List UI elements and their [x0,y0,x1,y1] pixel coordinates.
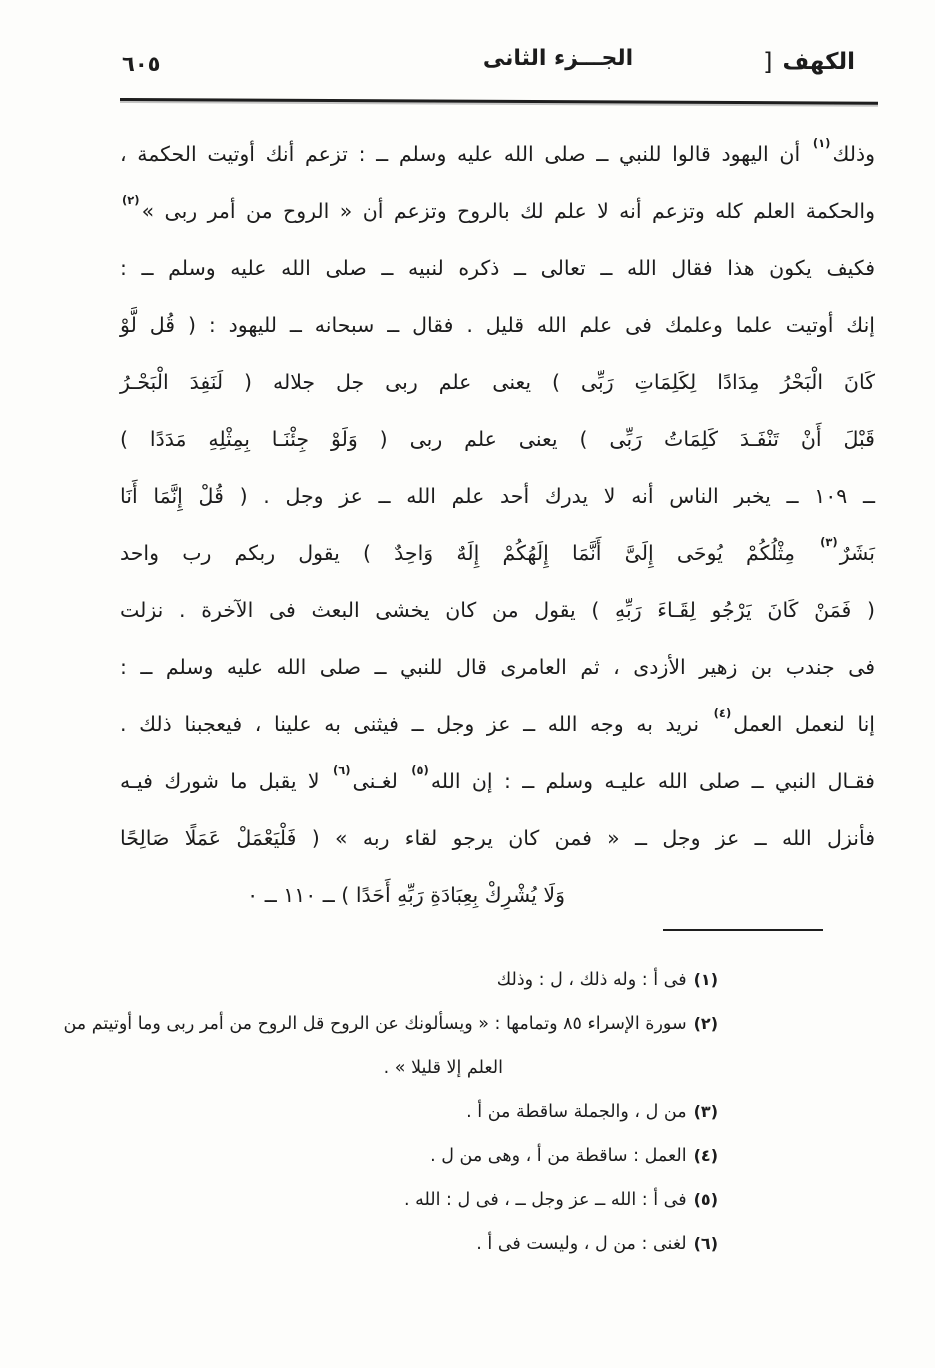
body-text: كَانَ الْبَحْرُ مِدَادًا لِكَلِمَاتِ رَبِّى ) يعنى علم ربى جل جلاله ( لَنَفِدَ الْبَحْـرُ [120,370,875,394]
footnote-text: من ل ، والجملة ساقطة من أ . [466,1102,687,1122]
body-line: وذلك(١) أن اليهود قالوا للنبي ــ صلى الله عليه وسلم ــ : تزعم أنك أوتيت الحكمة ، [120,136,875,166]
footnote-row [115,1090,718,1134]
footnote-number: (٥) [693,1190,718,1209]
body-text: وذلك [832,142,875,166]
body-text: مِثْلُكُمْ يُوحَى إِلَىَّ أَنَّمَا إِلَهُكُمْ إِلَهٌ وَاحِدٌ ) يقول ربكم رب واحد [120,541,819,565]
page-number: ٦٠٥ [122,52,161,76]
body-text: إنك أوتيت علما وعلمك فى علم الله قليل . فقال ــ سبحانه ــ لليهود : ( قُل لَّوْ [120,313,875,337]
body-text: بَشَرٌ [839,541,875,565]
surah-bracket: ] [763,48,773,76]
footnote-row [115,1046,718,1090]
footnote-number: (٤) [693,1146,718,1165]
body-line [120,639,875,696]
footnotes-block [63,958,718,1266]
body-line: بَشَرٌ(٣) مِثْلُكُمْ يُوحَى إِلَىَّ أَنَّمَا إِلَهُكُمْ إِلَهٌ وَاحِدٌ ) يقول ربكم رب واحد [120,535,875,565]
footnote-text: لغنى : من ل ، وليست فى أ . [476,1234,687,1254]
body-text: فكيف يكون هذا فقال الله ــ تعالى ــ ذكره لنبيه ــ صلى الله عليه وسلم ــ : [120,256,875,280]
surah-label-group [763,48,855,76]
footnote-row [115,1178,718,1222]
body-line [120,240,875,297]
body-line: فقـال النبي ــ صلى الله عليـه وسلم ــ : إن الله(٥) لغـنى(٦) لا يقبل ما شورك فيـه [120,763,875,793]
footnote-text: العلم إلا قليلا » . [383,1058,503,1078]
body-line [120,582,875,639]
footnote-number: (٢) [693,1014,718,1033]
part-title: الجـــزء الثانى [482,46,634,71]
body-text: ( فَمَنْ كَانَ يَرْجُو لِقَـاءَ رَبِّهِ ) يقول من كان يخشى البعث فى الآخرة . نزلت [120,598,875,622]
footnote-number: (٣) [693,1102,718,1121]
footnote-row [115,1222,718,1266]
footnote-row [63,1002,718,1046]
footnote-separator [663,929,823,931]
body-line [120,867,875,924]
body-line [120,810,875,867]
body-text: فأنزل الله ــ عز وجل ــ « فمن كان يرجو لقاء ربه » ( فَلْيَعْمَلْ عَمَلًا صَالِحًا [120,826,875,850]
body-text: إنا لنعمل العمل [733,712,875,736]
body-line: إنا لنعمل العمل(٤) نريد به وجه الله ــ عز وجل ــ فيثنى به علينا ، فيعجبنا ذلك . [120,706,875,736]
body-line [120,468,875,525]
footnote-row [115,1134,718,1178]
body-line [120,297,875,354]
body-text: وَلَا يُشْرِكْ بِعِبَادَةِ رَبِّهِ أَحَدًا ) ــ ١١٠ ــ ٠ [247,883,565,907]
body-text: ــ ١٠٩ ــ يخبر الناس أنه لا يدرك أحد علم الله ــ عز وجل . ( قُلْ إِنَّمَا أَنَا [120,484,875,508]
surah-label: الكهف [782,49,855,75]
body-line [120,411,875,468]
body-text: لغـنى [352,769,410,793]
body-line: والحكمة العلم كله وتزعم أنه لا علم لك بالروح وتزعم أن « الروح من أمر ربى »(٢) [122,193,875,223]
footnote-text: فى أ : وله ذلك ، ل : وذلك [496,970,687,990]
body-text: والحكمة العلم كله وتزعم أنه لا علم لك بالروح وتزعم أن « الروح من أمر ربى » [141,199,875,223]
footnote-text: سورة الإسراء ٨٥ وتمامها : « ويسألونك عن الروح قل الروح من أمر ربى وما أوتيتم من [63,1014,687,1034]
header-rule [120,98,878,105]
body-text: فى جندب بن زهير الأزدى ، ثم العامرى قال للنبي ــ صلى الله عليه وسلم ــ : [120,655,875,679]
body-text: فقـال النبي ــ صلى الله عليـه وسلم ــ : إن الله [430,769,875,793]
footnote-number: (٦) [693,1234,718,1253]
footnote-text: فى أ : الله ــ عز وجل ــ ، فى ل : الله . [403,1190,687,1210]
body-text-block [120,126,875,924]
footnote-text: العمل : ساقطة من أ ، وهى من ل . [430,1146,687,1166]
footnote-row [115,958,718,1002]
body-text: نريد به وجه الله ــ عز وجل ــ فيثنى به علينا ، فيعجبنا ذلك . [120,712,712,736]
footnote-number: (١) [693,970,718,989]
body-text: قَبْلَ أَنْ تَنْفَـدَ كَلِمَاتُ رَبِّى ) يعنى علم ربى ( وَلَوْ جِئْنَـا بِمِثْلِهِ مَدَدًا ) [120,427,875,451]
body-text: لا يقبل ما شورك فيـه [120,769,331,793]
body-text: أن اليهود قالوا للنبي ــ صلى الله عليه وسلم ــ : تزعم أنك أوتيت الحكمة ، [120,142,811,166]
body-line [120,354,875,411]
